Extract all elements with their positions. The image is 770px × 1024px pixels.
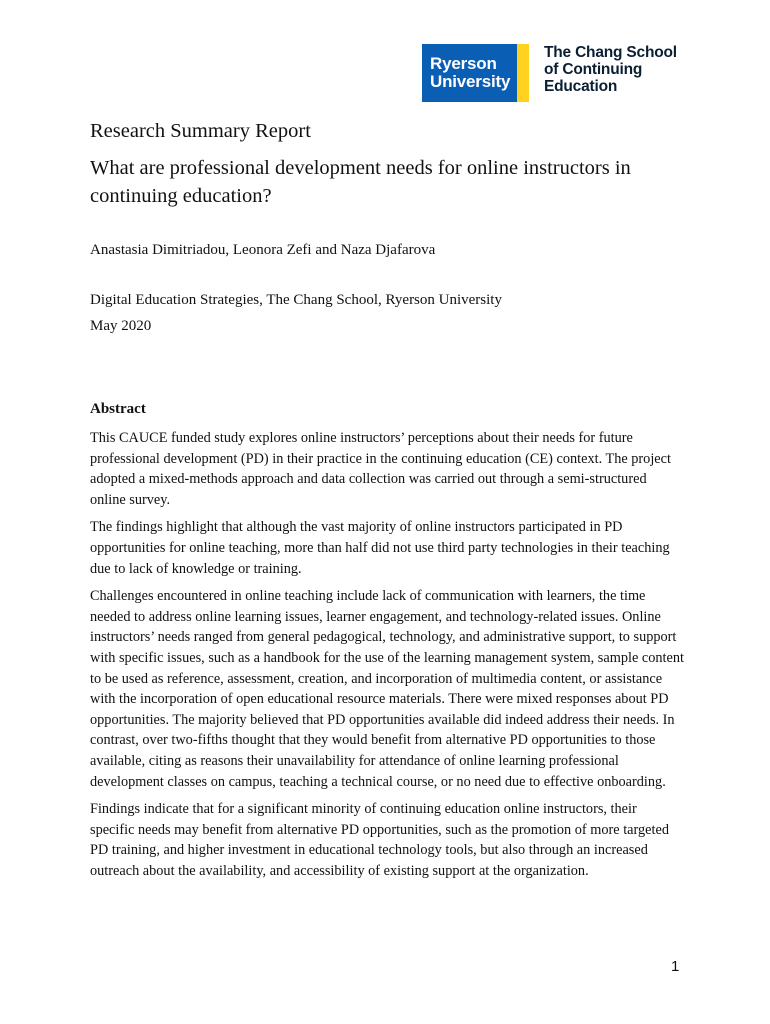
abstract-body — [90, 428, 684, 888]
chang-logo-line2: of Continuing — [544, 61, 643, 78]
authors: Anastasia Dimitriadou, Leonora Zefi and Naza Djafarova — [90, 242, 436, 258]
chang-logo-line3: Education — [544, 78, 618, 95]
affiliation: Digital Education Strategies, The Chang School, Ryerson University — [90, 292, 502, 308]
ryerson-logo-line2: University — [430, 72, 511, 91]
abstract-paragraph: The findings highlight that although the vast majority of online instructors participated in PD opportunities for online teaching, more than half did not use third party technologies in their teaching due to lack of knowledge or training. — [90, 519, 670, 577]
institution-logo — [422, 44, 677, 102]
report-label: Research Summary Report — [90, 120, 311, 142]
logo-gold-bar — [517, 44, 529, 102]
publication-date: May 2020 — [90, 318, 152, 334]
abstract-paragraph: This CAUCE funded study explores online instructors’ perceptions about their needs for future professional development (PD) in their practice in the continuing education (CE) context. The project adopted a mixed-methods approach and data collection was carried out through a semi-structured online survey. — [90, 430, 671, 508]
abstract-paragraph: Challenges encountered in online teaching include lack of communication with learners, the time needed to address online learning issues, learner engagement, and technology-related issues. Online instructors’ needs ranged from general pedagogical, technology, and administrative support, to support with specific issues, such as a handbook for the use of the learning management system, sample content to be used as reference, assessment, creation, and incorporation of multimedia content, or assistance with the incorporation of open educational resource materials. There were mixed responses about PD opportunities. The majority believed that PD opportunities available did indeed address their needs. In contrast, over two-fifths thought that they would benefit from alternative PD opportunities to those available, citing as reasons their unavailability for attendance of online learning professional development classes on campus, teaching a technical course, or no need due to effective onboarding. — [90, 588, 684, 790]
ryerson-university-logo — [422, 44, 517, 102]
ryerson-logo-line1: Ryerson — [430, 54, 497, 73]
abstract-paragraph: Findings indicate that for a significant minority of continuing education online instructors, their specific needs may benefit from alternative PD opportunities, such as the promotion of more targeted PD training, and higher investment in educational technology tools, but also through an increased outreach about the availability, and accessibility of existing support at the organization. — [90, 801, 669, 879]
abstract-heading: Abstract — [90, 401, 146, 417]
chang-school-logo-text — [544, 44, 677, 95]
document-title: What are professional development needs for online instructors in continuing education? — [90, 157, 631, 207]
page-number: 1 — [671, 958, 680, 975]
chang-logo-line1: The Chang School — [544, 44, 677, 61]
